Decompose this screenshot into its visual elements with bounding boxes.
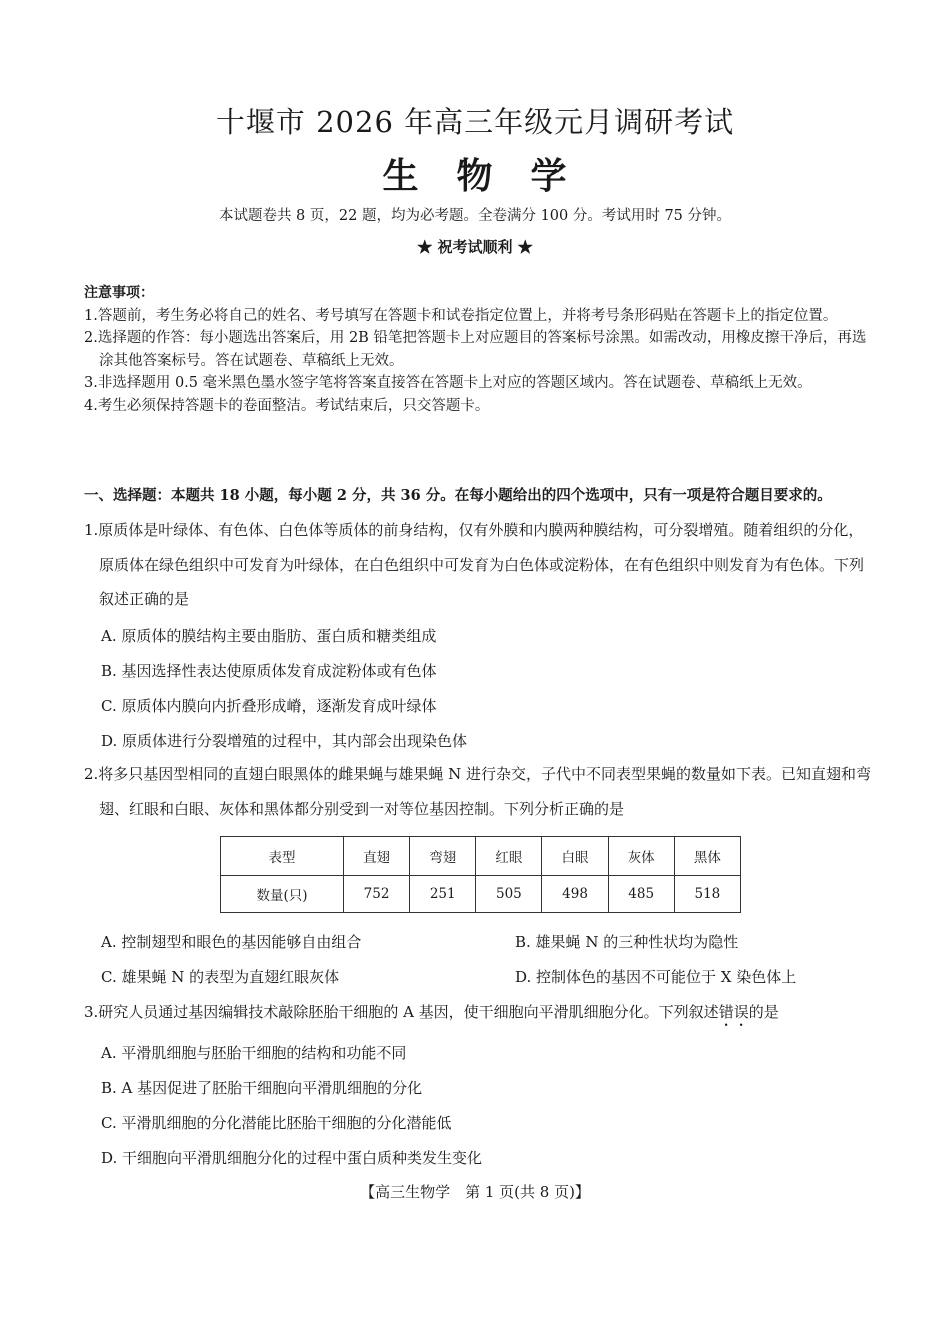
question-stem: 1.原质体是叶绿体、有色体、白色体等质体的前身结构，仅有外膜和内膜两种膜结构，可分裂增殖。随着组织的分化，原质体在绿色组织中可发育为叶绿体，在白色组织中可发育为白色体或淀粉体，在有色组织中则发育为有色体。下列叙述正确的是 [84,521,865,608]
exam-info: 本试题卷共 8 页，22 题，均为必考题。全卷满分 100 分。考试用时 75 分钟。 [218,208,732,224]
q3-option-b: B. A 基因促进了胚胎干细胞向平滑肌细胞的分化 [101,1079,423,1097]
question-stem: 2.将多只基因型相同的直翅白眼黑体的雌果蝇与雄果蝇 N 进行杂交，子代中不同表型果蝇的数量如下表。已知直翅和弯翅、红眼和白眼、灰体和黑体都分别受到一对等位基因控制。下列分析正确的是 [84,765,871,818]
q1-option-d: D. 原质体进行分裂增殖的过程中，其内部会出现染色体 [101,732,468,750]
q1-option-b: B. 基因选择性表达使原质体发育成淀粉体或有色体 [101,662,437,680]
notes-heading: 注意事项： [84,285,154,301]
question-3-stem [84,1001,779,1030]
q3-option-c: C. 平滑肌细胞的分化潜能比胚胎干细胞的分化潜能低 [101,1114,452,1132]
note-item: 1.答题前，考生务必将自己的姓名、考号填写在答题卡和试卷指定位置上，并将考号条形码贴在答题卡上的指定位置。 [84,307,838,324]
subject-title: 生 物 学 [382,155,568,197]
table-cell: 251 [410,876,476,913]
offspring-table [220,836,741,913]
table-row [221,837,741,876]
q2-option-b: B. 雄果蝇 N 的三种性状均为隐性 [515,933,739,951]
question-2 [84,757,874,826]
exam-title: 十堰市 2026 年高三年级元月调研考试 [215,105,735,139]
q2-option-c: C. 雄果蝇 N 的表型为直翅红眼灰体 [101,968,340,986]
page-footer: 【高三生物学 第 1 页(共 8 页)】 [360,1183,590,1201]
good-luck-banner: ★ 祝考试顺利 ★ [417,238,533,256]
question-stem-start: 3.研究人员通过基因编辑技术敲除胚胎干细胞的 A 基因，使干细胞向平滑肌细胞分化。下列叙述 [84,1003,719,1021]
table-row [221,876,741,913]
table-cell: 弯翅 [410,837,476,876]
question-1 [84,513,874,617]
table-cell: 黑体 [674,837,740,876]
q3-option-d: D. 干细胞向平滑肌细胞分化的过程中蛋白质种类发生变化 [101,1149,483,1167]
q1-option-a: A. 原质体的膜结构主要由脂肪、蛋白质和糖类组成 [101,627,437,645]
table-cell: 红眼 [476,837,542,876]
note-item: 3.非选择题用 0.5 毫米黑色墨水签字笔将答案直接答在答题卡上对应的答题区域内。答在试题卷、草稿纸上无效。 [84,375,812,391]
q3-option-a: A. 平滑肌细胞与胚胎干细胞的结构和功能不同 [101,1044,407,1062]
table-cell: 505 [476,876,542,913]
notes-section [84,282,869,417]
q2-option-d: D. 控制体色的基因不可能位于 X 染色体上 [515,968,797,986]
table-cell: 数量(只) [221,876,344,913]
table-cell: 752 [343,876,409,913]
table-cell: 485 [608,876,674,913]
emphasized-word: 错误 [718,1003,749,1021]
table-cell: 498 [542,876,608,913]
table-cell: 表型 [221,837,344,876]
note-item: 4.考生必须保持答题卡的卷面整洁。考试结束后，只交答题卡。 [84,397,490,414]
table-cell: 518 [674,876,740,913]
table-cell: 灰体 [608,837,674,876]
table-cell: 白眼 [542,837,608,876]
q2-option-a: A. 控制翅型和眼色的基因能够自由组合 [101,933,362,951]
section-heading: 一、选择题：本题共 18 小题，每小题 2 分，共 36 分。在每小题给出的四个选项中，只有一项是符合题目要求的。 [84,487,832,504]
table-cell: 直翅 [343,837,409,876]
question-stem-end: 的是 [748,1003,779,1021]
note-item: 2.选择题的作答：每小题选出答案后，用 2B 铅笔把答题卡上对应题目的答案标号涂黑。如需改动，用橡皮擦干净后，再选涂其他答案标号。答在试题卷、草稿纸上无效。 [84,330,867,369]
q1-option-c: C. 原质体内膜向内折叠形成嵴，逐渐发育成叶绿体 [101,697,437,715]
